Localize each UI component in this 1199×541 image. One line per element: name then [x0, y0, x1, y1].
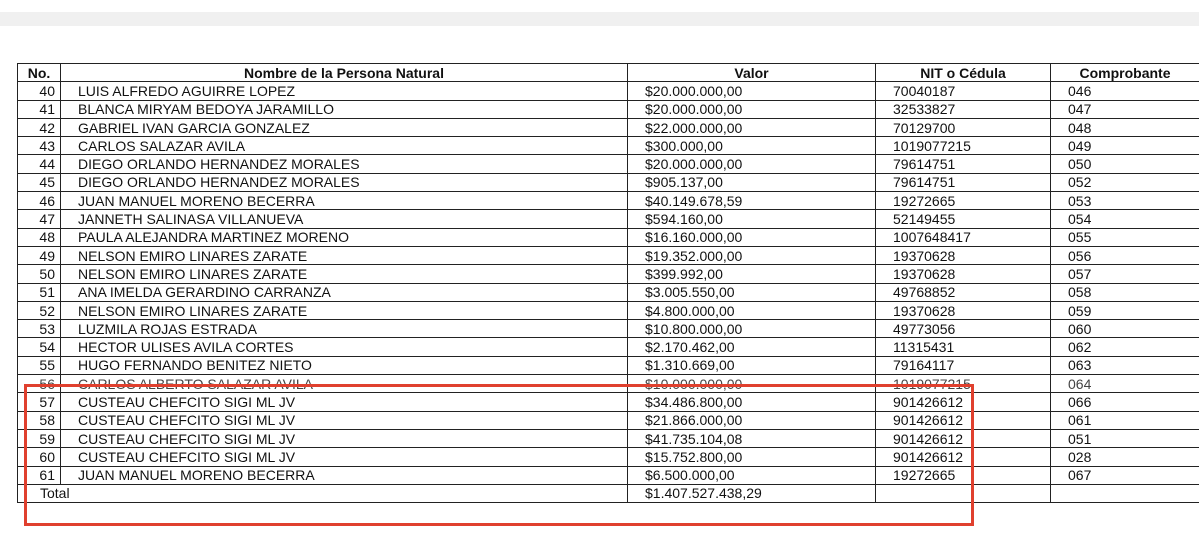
cell-name: CARLOS SALAZAR AVILA: [61, 137, 628, 155]
table-row: [18, 393, 1199, 411]
cell-nit: 901426612: [876, 448, 1051, 466]
cell-comprobante: 047: [1051, 100, 1199, 118]
table-row: [18, 375, 1199, 393]
table-row: [18, 192, 1199, 210]
cell-valor: $20.000.000,00: [628, 155, 876, 173]
cell-comprobante: 059: [1051, 301, 1199, 319]
cell-no: 44: [18, 155, 61, 173]
total-comprobante-cell: [1051, 484, 1199, 502]
cell-comprobante: 052: [1051, 173, 1199, 191]
cell-name: JUAN MANUEL MORENO BECERRA: [61, 192, 628, 210]
table-row: [18, 155, 1199, 173]
cell-comprobante: 062: [1051, 338, 1199, 356]
table-row: [18, 411, 1199, 429]
cell-name: PAULA ALEJANDRA MARTINEZ MORENO: [61, 228, 628, 246]
cell-nit: 70129700: [876, 118, 1051, 136]
cell-no: 52: [18, 301, 61, 319]
table-row: [18, 356, 1199, 374]
cell-nit: 79614751: [876, 173, 1051, 191]
cell-valor: $905.137,00: [628, 173, 876, 191]
table-row: [18, 466, 1199, 484]
top-toolbar-strip: [0, 12, 1199, 26]
cell-nit: 79614751: [876, 155, 1051, 173]
cell-comprobante: 028: [1051, 448, 1199, 466]
cell-no: 61: [18, 466, 61, 484]
cell-nit: 19370628: [876, 246, 1051, 264]
table-row: [18, 82, 1199, 100]
table-row: [18, 228, 1199, 246]
cell-name: BLANCA MIRYAM BEDOYA JARAMILLO: [61, 100, 628, 118]
cell-no: 47: [18, 210, 61, 228]
cell-comprobante: 055: [1051, 228, 1199, 246]
cell-no: 40: [18, 82, 61, 100]
cell-name: CARLOS ALBERTO SALAZAR AVILA: [61, 375, 628, 393]
cell-name: CUSTEAU CHEFCITO SIGI ML JV: [61, 411, 628, 429]
cell-nit: 1019077215: [876, 137, 1051, 155]
cell-nit: 32533827: [876, 100, 1051, 118]
cell-comprobante: 057: [1051, 265, 1199, 283]
cell-valor: $10.000.000,00: [628, 375, 876, 393]
cell-valor: $21.866.000,00: [628, 411, 876, 429]
table-row: [18, 320, 1199, 338]
cell-valor: $34.486.800,00: [628, 393, 876, 411]
cell-valor: $16.160.000,00: [628, 228, 876, 246]
cell-no: 59: [18, 429, 61, 447]
cell-nit: 11315431: [876, 338, 1051, 356]
cell-name: CUSTEAU CHEFCITO SIGI ML JV: [61, 429, 628, 447]
cell-nit: 79164117: [876, 356, 1051, 374]
cell-name: LUIS ALFREDO AGUIRRE LOPEZ: [61, 82, 628, 100]
table-row: [18, 118, 1199, 136]
total-row: [18, 484, 1199, 502]
table-row: [18, 429, 1199, 447]
table-body: [18, 82, 1199, 485]
total-nit-cell: [876, 484, 1051, 502]
cell-valor: $300.000,00: [628, 137, 876, 155]
cell-comprobante: 064: [1051, 375, 1199, 393]
cell-valor: $22.000.000,00: [628, 118, 876, 136]
cell-no: 43: [18, 137, 61, 155]
cell-valor: $10.800.000,00: [628, 320, 876, 338]
table-row: [18, 265, 1199, 283]
cell-comprobante: 051: [1051, 429, 1199, 447]
spreadsheet-table-container: [17, 63, 1199, 503]
cell-comprobante: 063: [1051, 356, 1199, 374]
cell-comprobante: 054: [1051, 210, 1199, 228]
cell-nit: 1019077215: [876, 375, 1051, 393]
cell-comprobante: 053: [1051, 192, 1199, 210]
cell-no: 49: [18, 246, 61, 264]
cell-no: 57: [18, 393, 61, 411]
cell-valor: $20.000.000,00: [628, 100, 876, 118]
cell-comprobante: 058: [1051, 283, 1199, 301]
header-comprobante: Comprobante: [1051, 64, 1199, 82]
cell-comprobante: 050: [1051, 155, 1199, 173]
cell-nit: 49773056: [876, 320, 1051, 338]
cell-comprobante: 056: [1051, 246, 1199, 264]
table-row: [18, 338, 1199, 356]
cell-valor: $3.005.550,00: [628, 283, 876, 301]
cell-valor: $20.000.000,00: [628, 82, 876, 100]
header-nit: NIT o Cédula: [876, 64, 1051, 82]
table-row: [18, 283, 1199, 301]
table-row: [18, 448, 1199, 466]
cell-no: 51: [18, 283, 61, 301]
cell-comprobante: 066: [1051, 393, 1199, 411]
cell-valor: $594.160,00: [628, 210, 876, 228]
table-row: [18, 246, 1199, 264]
cell-comprobante: 046: [1051, 82, 1199, 100]
table-row: [18, 173, 1199, 191]
cell-name: JANNETH SALINASA VILLANUEVA: [61, 210, 628, 228]
cell-valor: $40.149.678,59: [628, 192, 876, 210]
cell-valor: $15.752.800,00: [628, 448, 876, 466]
cell-name: JUAN MANUEL MORENO BECERRA: [61, 466, 628, 484]
cell-valor: $4.800.000,00: [628, 301, 876, 319]
cell-name: CUSTEAU CHEFCITO SIGI ML JV: [61, 448, 628, 466]
cell-no: 41: [18, 100, 61, 118]
cell-nit: 901426612: [876, 411, 1051, 429]
header-no: No.: [18, 64, 61, 82]
cell-no: 50: [18, 265, 61, 283]
cell-name: HUGO FERNANDO BENITEZ NIETO: [61, 356, 628, 374]
cell-name: DIEGO ORLANDO HERNANDEZ MORALES: [61, 155, 628, 173]
cell-name: GABRIEL IVAN GARCIA GONZALEZ: [61, 118, 628, 136]
table-row: [18, 100, 1199, 118]
table-row: [18, 210, 1199, 228]
header-row: [18, 64, 1199, 82]
cell-name: NELSON EMIRO LINARES ZARATE: [61, 301, 628, 319]
table-row: [18, 301, 1199, 319]
cell-no: 48: [18, 228, 61, 246]
cell-no: 55: [18, 356, 61, 374]
cell-name: LUZMILA ROJAS ESTRADA: [61, 320, 628, 338]
cell-no: 58: [18, 411, 61, 429]
table-row: [18, 137, 1199, 155]
header-name: Nombre de la Persona Natural: [61, 64, 628, 82]
cell-comprobante: 049: [1051, 137, 1199, 155]
cell-valor: $41.735.104,08: [628, 429, 876, 447]
cell-no: 54: [18, 338, 61, 356]
cell-name: HECTOR ULISES AVILA CORTES: [61, 338, 628, 356]
cell-no: 46: [18, 192, 61, 210]
cell-no: 56: [18, 375, 61, 393]
cell-comprobante: 048: [1051, 118, 1199, 136]
cell-name: DIEGO ORLANDO HERNANDEZ MORALES: [61, 173, 628, 191]
cell-nit: 19370628: [876, 265, 1051, 283]
cell-valor: $6.500.000,00: [628, 466, 876, 484]
cell-comprobante: 067: [1051, 466, 1199, 484]
cell-nit: 901426612: [876, 393, 1051, 411]
cell-name: NELSON EMIRO LINARES ZARATE: [61, 246, 628, 264]
payments-table: [17, 63, 1199, 503]
cell-valor: $1.310.669,00: [628, 356, 876, 374]
cell-comprobante: 060: [1051, 320, 1199, 338]
total-label: Total: [18, 484, 628, 502]
cell-no: 42: [18, 118, 61, 136]
cell-name: NELSON EMIRO LINARES ZARATE: [61, 265, 628, 283]
cell-nit: 1007648417: [876, 228, 1051, 246]
cell-valor: $399.992,00: [628, 265, 876, 283]
cell-nit: 19272665: [876, 192, 1051, 210]
cell-name: CUSTEAU CHEFCITO SIGI ML JV: [61, 393, 628, 411]
header-valor: Valor: [628, 64, 876, 82]
cell-nit: 52149455: [876, 210, 1051, 228]
cell-nit: 19370628: [876, 301, 1051, 319]
cell-nit: 19272665: [876, 466, 1051, 484]
cell-comprobante: 061: [1051, 411, 1199, 429]
cell-valor: $19.352.000,00: [628, 246, 876, 264]
cell-no: 53: [18, 320, 61, 338]
cell-nit: 70040187: [876, 82, 1051, 100]
cell-nit: 49768852: [876, 283, 1051, 301]
cell-no: 45: [18, 173, 61, 191]
cell-valor: $2.170.462,00: [628, 338, 876, 356]
cell-name: ANA IMELDA GERARDINO CARRANZA: [61, 283, 628, 301]
cell-nit: 901426612: [876, 429, 1051, 447]
cell-no: 60: [18, 448, 61, 466]
total-value: $1.407.527.438,29: [628, 484, 876, 502]
